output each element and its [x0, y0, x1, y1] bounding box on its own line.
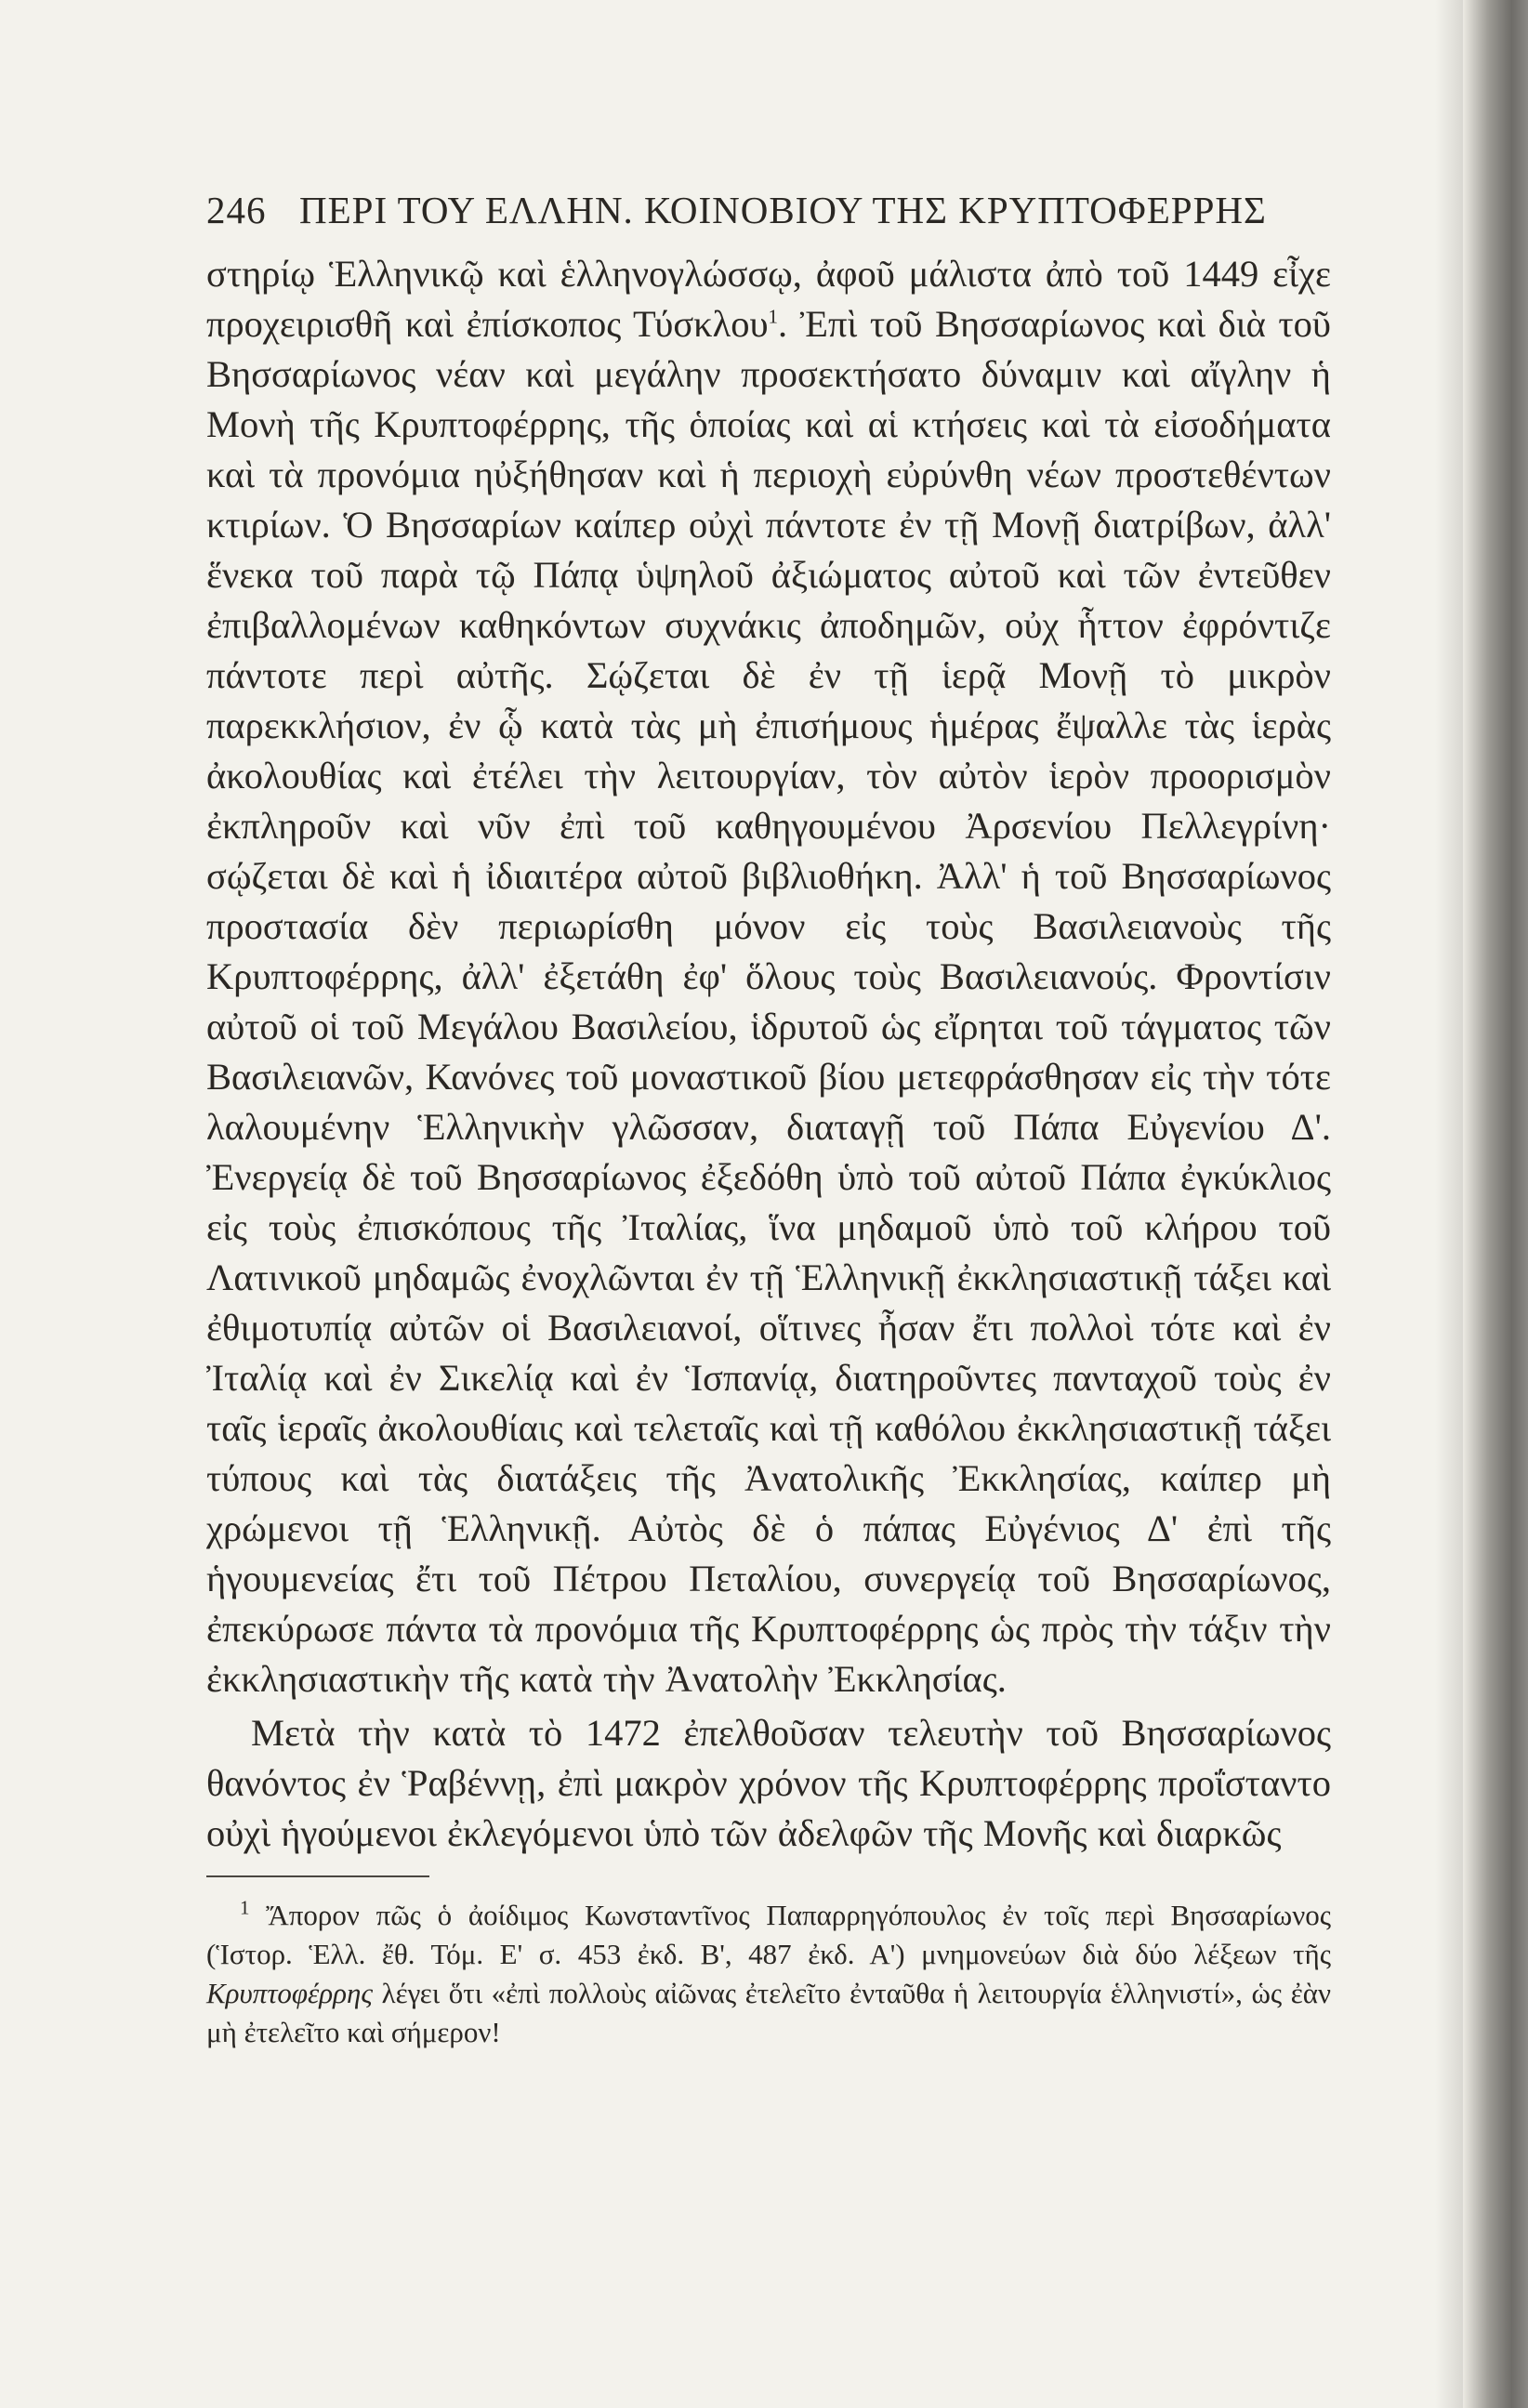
- paragraph: [206, 1708, 1331, 1859]
- running-title: ΠΕΡΙ ΤΟΥ ΕΛΛΗΝ. ΚΟΙΝΟΒΙΟΥ ΤΗΣ ΚΡΥΠΤΟΦΕΡΡΗΣ: [299, 189, 1267, 231]
- footnote-text: Ἄπορον πῶς ὁ ἀοίδιμος Κωνσταντῖνος Παπαρρηγόπουλος ἐν τοῖς περὶ Βησσαρίωνος (Ἱστορ. Ἑλλ. ἔθ. Τόμ. Ε' σ. 453 ἐκδ. Β', 487 ἐκδ. Α') μνημονεύων διὰ δύο λέξεων τῆς: [206, 1899, 1332, 1970]
- footnote: [206, 1896, 1331, 2052]
- paragraph-text: Μετὰ τὴν κατὰ τὸ 1472 ἐπελθοῦσαν τελευτὴν τοῦ Βησσαρίωνος θανόντος ἐν Ῥαβέννῃ, ἐπὶ μακρὸν χρόνον τῆς Κρυπτοφέρρης προΐσταντο οὐχὶ ἡγούμενοι ἐκλεγόμενοι ὑπὸ τῶν ἀδελφῶν τῆς Μονῆς καὶ διαρκῶς: [206, 1712, 1331, 1854]
- footnote-text: λέγει ὅτι «ἐπὶ πολλοὺς αἰῶνας ἐτελεῖτο ἐνταῦθα ἡ λειτουργία ἑλληνιστί», ὡς ἐὰν μὴ ἐτελεῖτο καὶ σήμερον!: [206, 1977, 1331, 2048]
- body-text: [206, 249, 1331, 1859]
- paragraph-text: . Ἐπὶ τοῦ Βησσαρίωνος καὶ διὰ τοῦ Βησσαρίωνος νέαν καὶ μεγάλην προσεκτήσατο δύναμιν καὶ αἴγλην ἡ Μονὴ τῆς Κρυπτοφέρρης, τῆς ὁποίας καὶ αἱ κτήσεις καὶ τὰ εἰσοδήματα καὶ τὰ προνόμια ηὐξήθησαν καὶ ἡ περιοχὴ εὐρύνθη νέων προστεθέντων κτιρίων. Ὁ Βησσαρίων καίπερ οὐχὶ πάντοτε ἐν τῇ Μονῇ διατρίβων, ἀλλ' ἕνεκα τοῦ παρὰ τῷ Πάπᾳ ὑψηλοῦ ἀξιώματος αὐτοῦ καὶ τῶν ἐντεῦθεν ἐπιβαλλομένων καθηκόντων συχνάκις ἀποδημῶν, οὐχ ἧττον ἐφρόντιζε πάντοτε περὶ αὐτῆς. Σῴζεται δὲ ἐν τῇ ἱερᾷ Μονῇ τὸ μικρὸν παρεκκλήσιον, ἐν ᾧ κατὰ τὰς μὴ ἐπισήμους ἡμέρας ἔψαλλε τὰς ἱερὰς ἀκολουθίας καὶ ἐτέλει τὴν λειτουργίαν, τὸν αὐτὸν ἱερὸν προορισμὸν ἐκπληροῦν καὶ νῦν ἐπὶ τοῦ καθηγουμένου Ἀρσενίου Πελλεγρίνη· σῴζεται δὲ καὶ ἡ ἰδιαιτέρα αὐτοῦ βιβλιοθήκη. Ἀλλ' ἡ τοῦ Βησσαρίωνος προστασία δὲν περιωρίσθη μόνον εἰς τοὺς Βασιλειανοὺς τῆς Κρυπτοφέρρης, ἀλλ' ἐξετάθη ἐφ' ὅλους τοὺς Βασιλειανούς. Φροντίσιν αὐτοῦ οἱ τοῦ Μεγάλου Βασιλείου, ἱδρυτοῦ ὡς εἴρηται τοῦ τάγματος τῶν Βασιλειανῶν, Κανόνες τοῦ μοναστικοῦ βίου μετεφράσθησαν εἰς τὴν τότε λαλουμένην Ἑλληνικὴν γλῶσσαν, διαταγῇ τοῦ Πάπα Εὐγενίου Δ'. Ἐνεργείᾳ δὲ τοῦ Βησσαρίωνος ἐξεδόθη ὑπὸ τοῦ αὐτοῦ Πάπα ἐγκύκλιος εἰς τοὺς ἐπισκόπους τῆς Ἰταλίας, ἵνα μηδαμοῦ ὑπὸ τοῦ κλήρου τοῦ Λατινικοῦ μηδαμῶς ἐνοχλῶνται ἐν τῇ Ἑλληνικῇ ἐκκλησιαστικῇ τάξει καὶ ἐθιμοτυπίᾳ αὐτῶν οἱ Βασιλειανοί, οἵτινες ἦσαν ἔτι πολλοὶ τότε καὶ ἐν Ἰταλίᾳ καὶ ἐν Σικελίᾳ καὶ ἐν Ἱσπανίᾳ, διατηροῦντες πανταχοῦ τοὺς ἐν ταῖς ἱεραῖς ἀκολουθίαις καὶ τελεταῖς καὶ τῇ καθόλου ἐκκλησιαστικῇ τάξει τύπους καὶ τὰς διατάξεις τῆς Ἀνατολικῆς Ἐκκλησίας, καίπερ μὴ χρώμενοι τῇ Ἑλληνικῇ. Αὐτὸς δὲ ὁ πάπας Εὐγένιος Δ' ἐπὶ τῆς ἡγουμενείας ἔτι τοῦ Πέτρου Πεταλίου, συνεργείᾳ τοῦ Βησσαρίωνος, ἐπεκύρωσε πάντα τὰ προνόμια τῆς Κρυπτοφέρρης ὡς πρὸς τὴν τάξιν τὴν ἐκκλησιαστικὴν τῆς κατὰ τὴν Ἀνατολὴν Ἐκκλησίας.: [206, 303, 1331, 1700]
- footnote-reference: 1: [768, 305, 779, 328]
- page-number: 246: [206, 189, 267, 231]
- binding-shadow: [1463, 0, 1528, 2408]
- page-content: [206, 182, 1331, 2052]
- footnote-divider: [206, 1875, 429, 1877]
- paragraph: [206, 249, 1331, 1704]
- running-header: [206, 182, 1331, 238]
- footnote-mark: 1: [240, 1896, 250, 1919]
- page-edge: [1435, 0, 1463, 2408]
- paragraph-text: στηρίῳ Ἑλληνικῷ καὶ ἑλληνογλώσσῳ, ἀφοῦ μάλιστα ἀπὸ τοῦ 1449 εἶχε προχειρισθῆ καὶ ἐπίσκοπος Τύσκλου: [206, 253, 1331, 345]
- footnote-italic-text: Κρυπτοφέρρης: [206, 1977, 373, 2009]
